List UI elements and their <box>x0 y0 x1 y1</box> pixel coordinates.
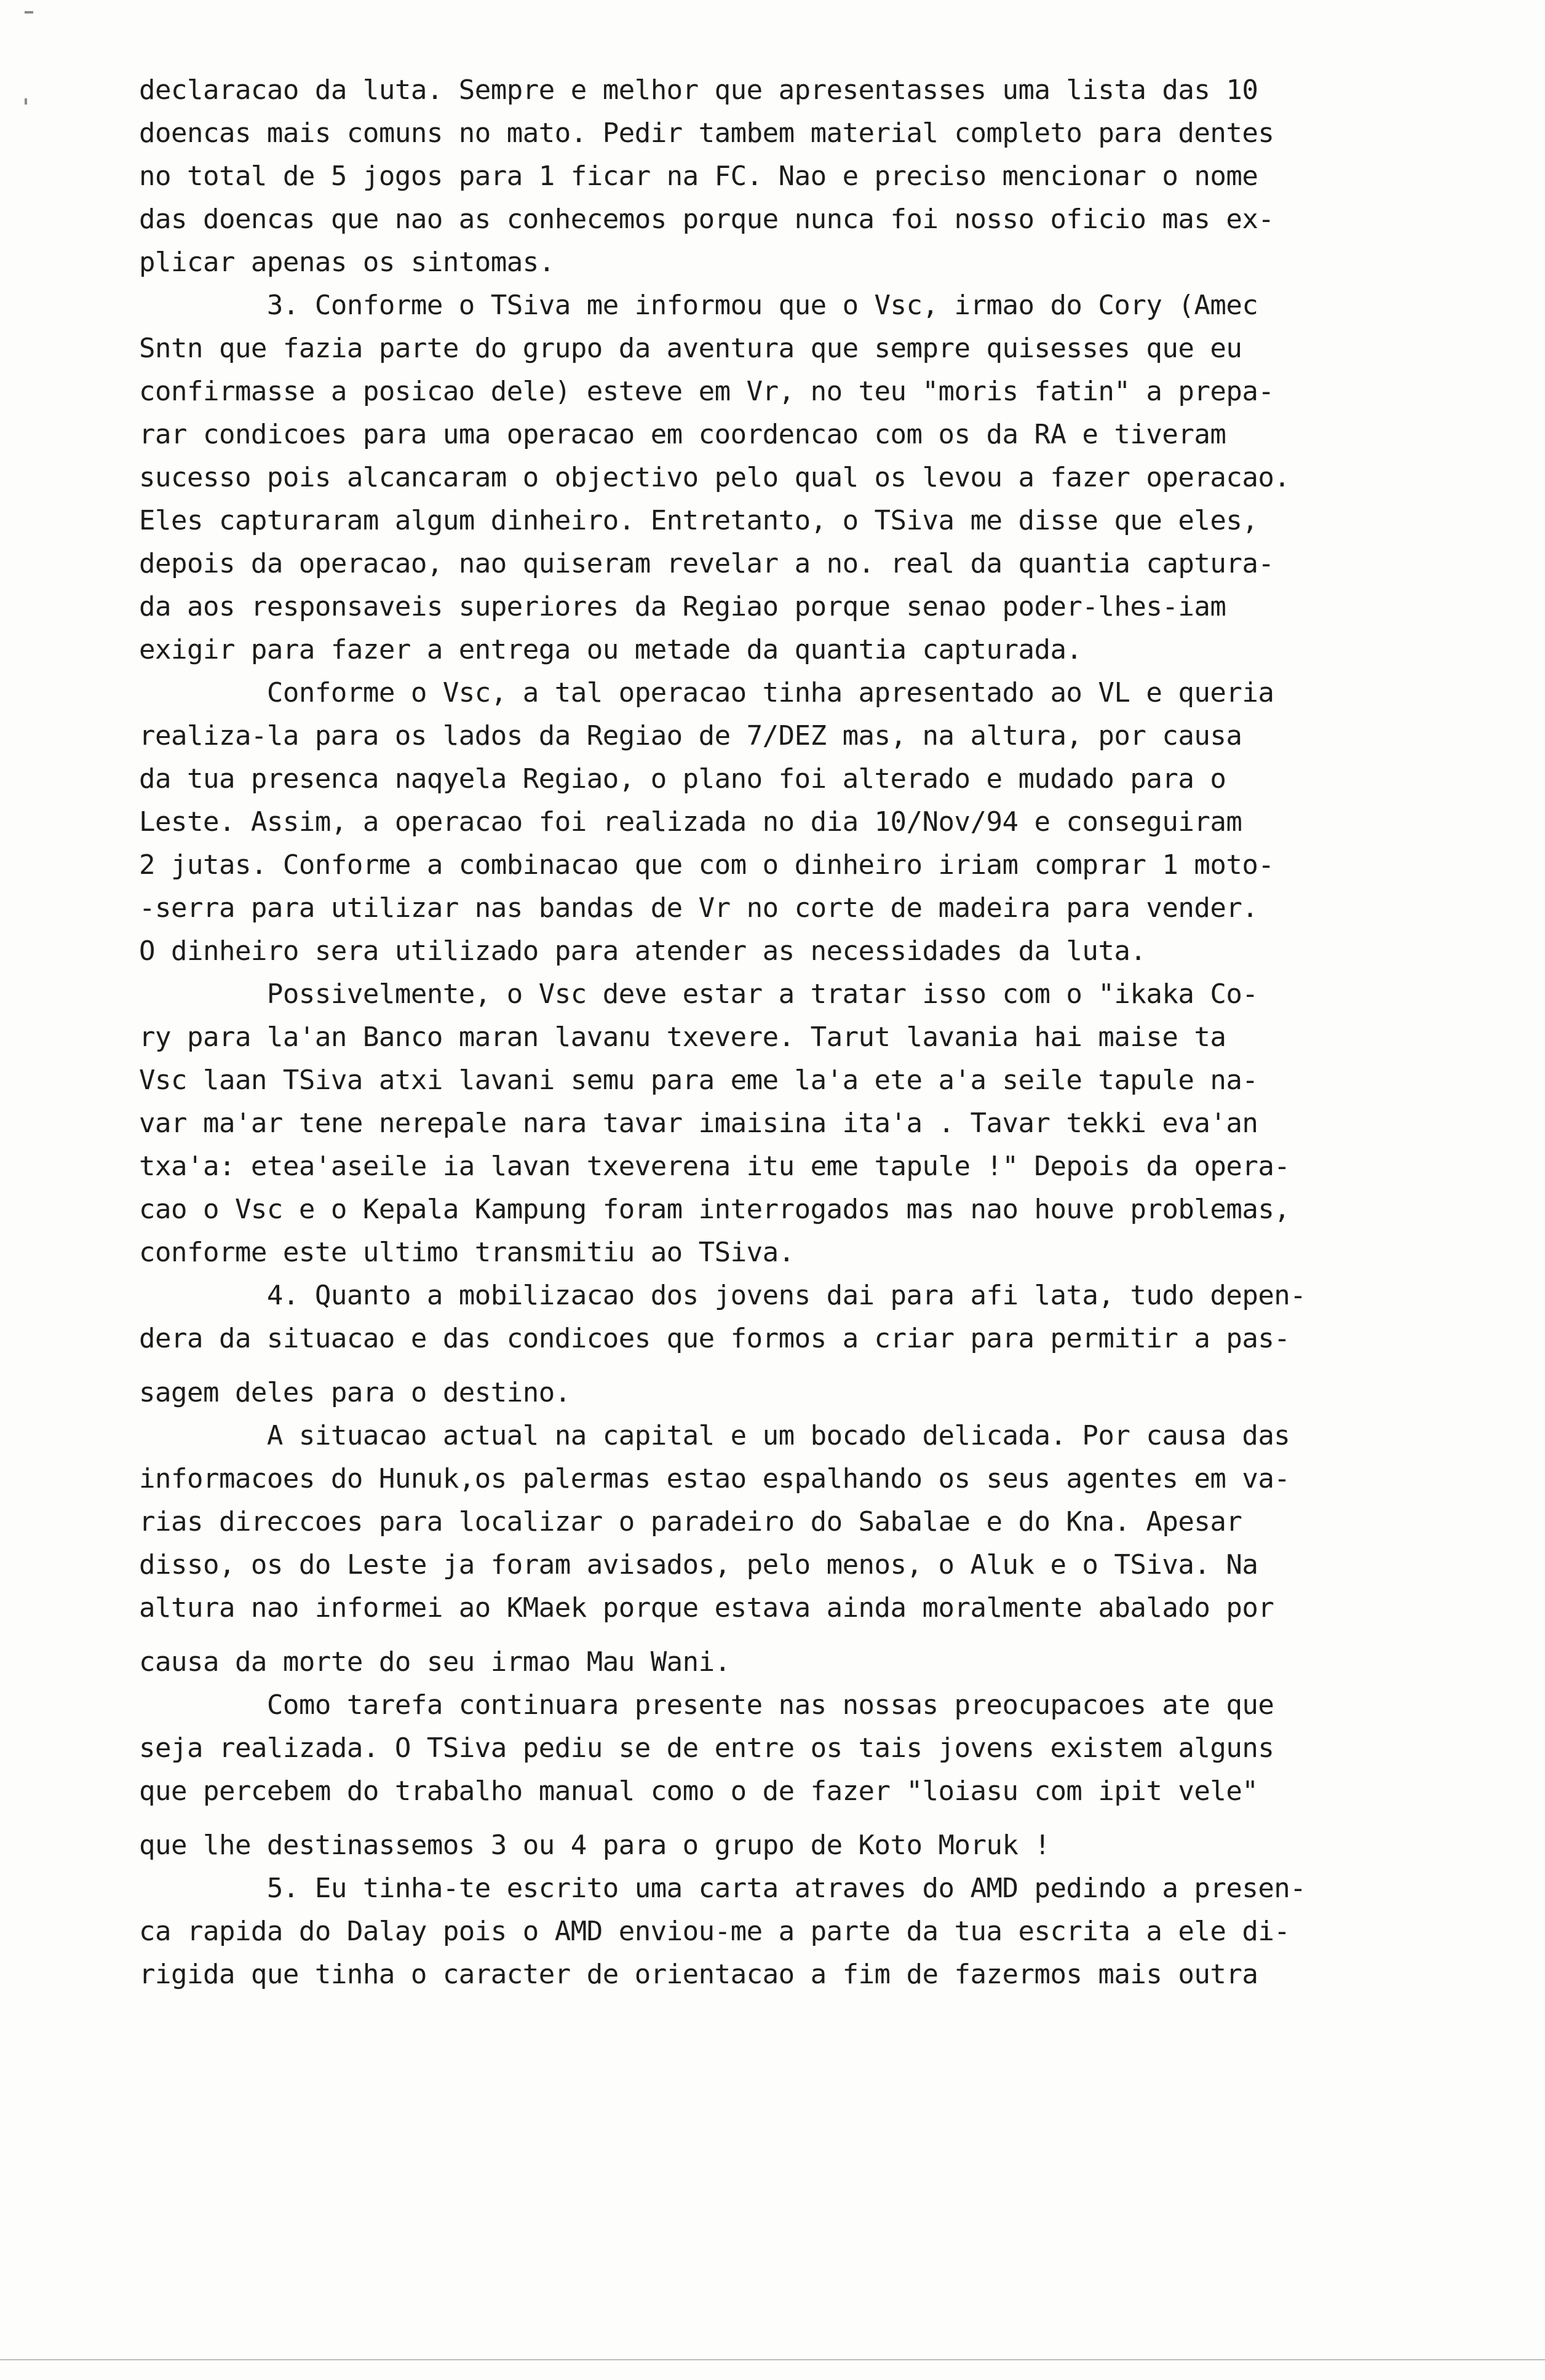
text-line: Eles capturaram algum dinheiro. Entretanto, o TSiva me disse que eles, <box>139 505 1258 536</box>
text-line: sagem deles para o destino. <box>139 1377 571 1408</box>
text-line: 5. Eu tinha-te escrito uma carta atraves do AMD pedindo a presen- <box>139 1873 1306 1904</box>
paragraph-gap <box>139 1360 1455 1371</box>
text-line: que percebem do trabalho manual como o de fazer "loiasu com ipit vele" <box>139 1775 1258 1807</box>
text-line: da tua presenca naqyela Regiao, o plano foi alterado e mudado para o <box>139 763 1226 795</box>
text-line: das doencas que nao as conhecemos porque nunca foi nosso oficio mas ex- <box>139 204 1274 235</box>
text-line: cao o Vsc e o Kepala Kampung foram interrogados mas nao houve problemas, <box>139 1194 1290 1225</box>
text-line: -serra para utilizar nas bandas de Vr no corte de madeira para vender. <box>139 892 1258 924</box>
text-line: seja realizada. O TSiva pediu se de entre os tais jovens existem alguns <box>139 1732 1274 1764</box>
text-line: exigir para fazer a entrega ou metade da quantia capturada. <box>139 634 1082 665</box>
text-line: declaracao da luta. Sempre e melhor que apresentasses uma lista das 10 <box>139 74 1258 106</box>
text-line: causa da morte do seu irmao Mau Wani. <box>139 1646 731 1678</box>
text-line: doencas mais comuns no mato. Pedir tambem material completo para dentes <box>139 117 1274 149</box>
text-line: A situacao actual na capital e um bocado delicada. Por causa das <box>139 1420 1290 1451</box>
paragraph-gap <box>139 1813 1455 1824</box>
text-line: 3. Conforme o TSiva me informou que o Vsc, irmao do Cory (Amec <box>139 290 1258 321</box>
text-line: altura nao informei ao KMaek porque estava ainda moralmente abalado por <box>139 1592 1274 1624</box>
scan-mark-bottom <box>0 2359 1545 2360</box>
text-line: 2 jutas. Conforme a combinacao que com o dinheiro iriam comprar 1 moto- <box>139 849 1274 881</box>
text-line: rias direccoes para localizar o paradeiro do Sabalae e do Kna. Apesar <box>139 1506 1242 1537</box>
text-line: ca rapida do Dalay pois o AMD enviou-me a parte da tua escrita a ele di- <box>139 1916 1290 1947</box>
text-line: var ma'ar tene nerepale nara tavar imaisina ita'a . Tavar tekki eva'an <box>139 1108 1258 1139</box>
text-line: que lhe destinassemos 3 ou 4 para o grupo de Koto Moruk ! <box>139 1830 1051 1861</box>
text-line: Leste. Assim, a operacao foi realizada no dia 10/Nov/94 e conseguiram <box>139 806 1242 838</box>
text-line: dera da situacao e das condicoes que formos a criar para permitir a pas- <box>139 1323 1290 1354</box>
paragraph-gap <box>139 1630 1455 1641</box>
text-line: O dinheiro sera utilizado para atender as necessidades da luta. <box>139 935 1146 967</box>
text-line: Possivelmente, o Vsc deve estar a tratar isso com o "ikaka Co- <box>139 978 1258 1010</box>
text-line: confirmasse a posicao dele) esteve em Vr, no teu "moris fatin" a prepa- <box>139 376 1274 407</box>
text-line: conforme este ultimo transmitiu ao TSiva. <box>139 1237 795 1268</box>
text-line: sucesso pois alcancaram o objectivo pelo qual os levou a fazer operacao. <box>139 462 1290 493</box>
text-line: disso, os do Leste ja foram avisados, pelo menos, o Aluk e o TSiva. Na <box>139 1549 1258 1581</box>
text-line: depois da operacao, nao quiseram revelar a no. real da quantia captura- <box>139 548 1274 579</box>
text-line: plicar apenas os sintomas. <box>139 247 555 278</box>
text-line: ry para la'an Banco maran lavanu txevere. Tarut lavania hai maise ta <box>139 1021 1226 1053</box>
text-line: rigida que tinha o caracter de orientacao a fim de fazermos mais outra <box>139 1959 1258 1990</box>
text-line: da aos responsaveis superiores da Regiao porque senao poder-lhes-iam <box>139 591 1226 622</box>
text-line: Como tarefa continuara presente nas nossas preocupacoes ate que <box>139 1689 1274 1721</box>
text-line: realiza-la para os lados da Regiao de 7/DEZ mas, na altura, por causa <box>139 720 1242 752</box>
text-line: 4. Quanto a mobilizacao dos jovens dai para afi lata, tudo depen- <box>139 1280 1306 1311</box>
scan-mark-left <box>25 98 27 105</box>
scan-mark-top-left <box>25 11 33 14</box>
text-line: rar condicoes para uma operacao em coordencao com os da RA e tiveram <box>139 419 1226 450</box>
text-line: txa'a: etea'aseile ia lavan txeverena itu eme tapule !" Depois da opera- <box>139 1151 1290 1182</box>
text-line: informacoes do Hunuk,os palermas estao espalhando os seus agentes em va- <box>139 1463 1290 1494</box>
text-line: Sntn que fazia parte do grupo da aventura que sempre quisesses que eu <box>139 333 1242 364</box>
text-line: Conforme o Vsc, a tal operacao tinha apresentado ao VL e queria <box>139 677 1274 708</box>
text-line: Vsc laan TSiva atxi lavani semu para eme la'a ete a'a seile tapule na- <box>139 1065 1258 1096</box>
text-line: no total de 5 jogos para 1 ficar na FC. Nao e preciso mencionar o nome <box>139 161 1258 192</box>
typed-letter-body <box>139 69 1455 1996</box>
